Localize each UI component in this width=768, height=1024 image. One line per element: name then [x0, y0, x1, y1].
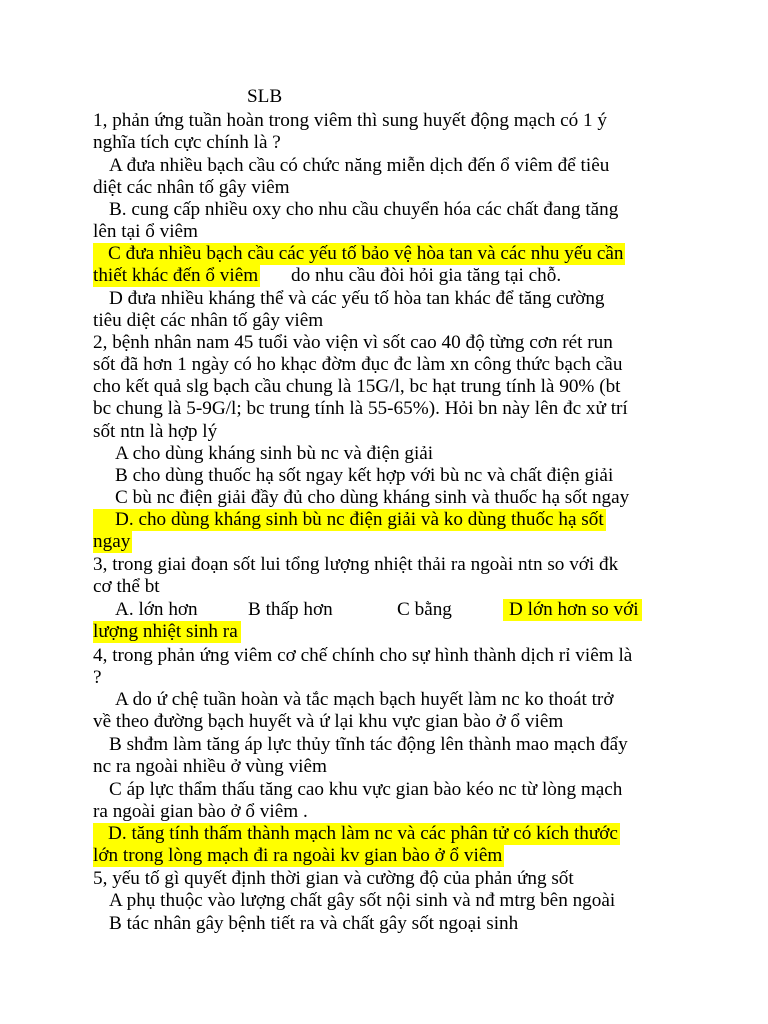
- answer-1c-line-2-rest: do nhu cầu đòi hỏi gia tăng tại chỗ.: [291, 265, 562, 286]
- question-3-line-1: 3, trong giai đoạn sốt lui tổng lượng nhiệt thải ra ngoài ntn so với đk: [93, 554, 619, 575]
- answer-2a: A cho dùng kháng sinh bù nc và điện giải: [115, 443, 434, 464]
- answer-1c-line-1-highlighted: C đưa nhiều bạch cầu các yếu tố bảo vệ hòa tan và các nhu yếu cần: [93, 243, 625, 265]
- answer-2b: B cho dùng thuốc hạ sốt ngay kết hợp với bù nc và chất điện giải: [115, 465, 614, 486]
- answer-5a: A phụ thuộc vào lượng chất gây sốt nội sinh và nđ mtrg bên ngoài: [109, 890, 616, 911]
- question-2-line-2: sốt đã hơn 1 ngày có ho khạc đờm đục đc làm xn công thức bạch cầu: [93, 354, 623, 375]
- answer-5b: B tác nhân gây bệnh tiết ra và chất gây sốt ngoại sinh: [109, 913, 519, 934]
- answer-2d-line-2-highlighted: ngay: [93, 531, 131, 552]
- answer-4a-line-1: A do ứ chệ tuần hoàn và tắc mạch bạch huyết làm nc ko thoát trở: [115, 689, 614, 710]
- answer-4d-line-2-highlighted: lớn trong lòng mạch đi ra ngoài kv gian bào ở ổ viêm: [93, 845, 503, 866]
- answer-4c-line-1: C áp lực thẩm thấu tăng cao khu vực gian bào kéo nc từ lòng mạch: [109, 779, 623, 800]
- answer-1a-line-1: A đưa nhiều bạch cầu có chức năng miễn dịch đến ổ viêm để tiêu: [109, 155, 610, 176]
- answer-1d-line-2: tiêu diệt các nhân tố gây viêm: [93, 310, 324, 331]
- answer-1d-line-1: D đưa nhiều kháng thể và các yếu tố hòa tan khác để tăng cường: [109, 288, 605, 309]
- question-2-line-5: sốt ntn là hợp lý: [93, 421, 218, 442]
- answer-3d-line-1-highlighted: D lớn hơn so với: [503, 599, 642, 621]
- answer-3b: B thấp hơn: [248, 599, 333, 620]
- answer-1a-line-2: diệt các nhân tố gây viêm: [93, 177, 290, 198]
- question-2-line-3: cho kết quả slg bạch cầu chung là 15G/l, bc hạt trung tính là 90% (bt: [93, 376, 621, 397]
- question-1-line-2: nghĩa tích cực chính là ?: [93, 132, 281, 153]
- answer-3a: A. lớn hơn: [115, 599, 198, 620]
- question-3-line-2: cơ thể bt: [93, 576, 160, 597]
- answer-4d-line-1-highlighted: D. tăng tính thấm thành mạch làm nc và các phân tử có kích thước: [93, 823, 620, 845]
- answer-4b-line-2: nc ra ngoài nhiều ở vùng viêm: [93, 756, 327, 777]
- answer-3d-line-2-highlighted: lượng nhiệt sinh ra: [93, 621, 241, 643]
- question-1-line-1: 1, phản ứng tuần hoàn trong viêm thì sung huyết động mạch có 1 ý: [93, 110, 607, 131]
- answer-4a-line-2: về theo đường bạch huyết và ứ lại khu vực gian bào ở ổ viêm: [93, 711, 564, 732]
- question-5-line-1: 5, yếu tố gì quyết định thời gian và cường độ của phản ứng sốt: [93, 868, 574, 889]
- question-4-line-1: 4, trong phản ứng viêm cơ chế chính cho sự hình thành dịch rỉ viêm là: [93, 645, 633, 666]
- question-2-line-1: 2, bệnh nhân nam 45 tuổi vào viện vì sốt cao 40 độ từng cơn rét run: [93, 332, 613, 353]
- question-2-line-4: bc chung là 5-9G/l; bc trung tính là 55-65%). Hỏi bn này lên đc xử trí: [93, 398, 628, 419]
- document-header: SLB: [247, 86, 283, 107]
- question-4-line-2: ?: [93, 667, 102, 688]
- answer-4c-line-2: ra ngoài gian bào ở ổ viêm .: [93, 801, 308, 822]
- answer-1c-line-2-highlighted: thiết khác đến ổ viêm: [93, 265, 259, 286]
- answer-2d-line-1-highlighted: D. cho dùng kháng sinh bù nc điện giải và ko dùng thuốc hạ sốt: [93, 509, 606, 531]
- answer-3c: C bằng: [397, 599, 452, 620]
- answer-4b-line-1: B shđm làm tăng áp lực thủy tĩnh tác động lên thành mao mạch đẩy: [109, 734, 628, 755]
- answer-1b-line-2: lên tại ổ viêm: [93, 221, 198, 242]
- answer-1b-line-1: B. cung cấp nhiều oxy cho nhu cầu chuyển hóa các chất đang tăng: [109, 199, 619, 220]
- answer-2c: C bù nc điện giải đầy đủ cho dùng kháng sinh và thuốc hạ sốt ngay: [115, 487, 630, 508]
